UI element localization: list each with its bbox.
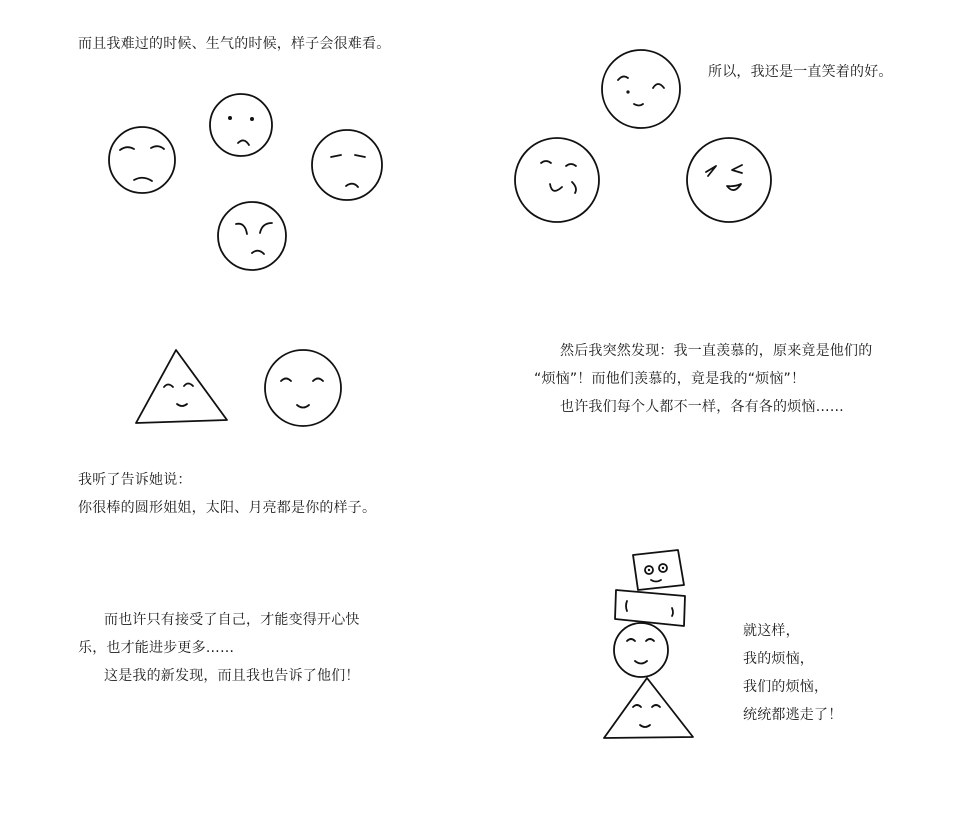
panel7-line: 我们的烦恼， xyxy=(743,679,829,695)
panel7-line: 统统都逃走了！ xyxy=(743,707,843,723)
panel7-line: 我的烦恼， xyxy=(743,651,814,667)
unhappy-face-right xyxy=(312,130,382,200)
panel4-line: “烦恼”！而他们羡慕的，竟是我的“烦恼”！ xyxy=(534,371,806,387)
panel5-text xyxy=(78,466,376,522)
panel4-text xyxy=(534,337,872,421)
panel6-text xyxy=(78,606,360,690)
panel2-caption: 所以，我还是一直笑着的好。 xyxy=(708,64,893,80)
panel4-line: 也许我们每个人都不一样，各有各的烦恼…… xyxy=(560,399,844,415)
circle-character xyxy=(265,350,341,426)
sad-face-left xyxy=(109,127,175,193)
panel5-line: 我听了告诉她说： xyxy=(78,472,192,488)
worried-face-top xyxy=(210,94,272,156)
panel6-line: 乐，也才能进步更多…… xyxy=(78,640,235,656)
angry-face-bottom xyxy=(218,202,286,270)
smiling-face-left xyxy=(515,138,599,222)
triangle-character xyxy=(136,350,227,423)
laughing-face-right xyxy=(687,138,771,222)
panel7-line: 就这样， xyxy=(743,623,800,639)
panel5-line: 你很棒的圆形姐姐，太阳、月亮都是你的样子。 xyxy=(78,500,377,516)
panel6-line: 而也许只有接受了自己，才能变得开心快 xyxy=(104,612,360,628)
panel7-text xyxy=(743,617,842,729)
panel6-line: 这是我的新发现，而且我也告诉了他们！ xyxy=(104,668,360,684)
panel4-line: 然后我突然发现：我一直羡慕的，原来竟是他们的 xyxy=(560,343,873,359)
winking-face xyxy=(602,50,680,128)
stacked-shapes xyxy=(604,550,693,738)
panel1-caption: 而且我难过的时候、生气的时候，样子会很难看。 xyxy=(78,36,391,52)
